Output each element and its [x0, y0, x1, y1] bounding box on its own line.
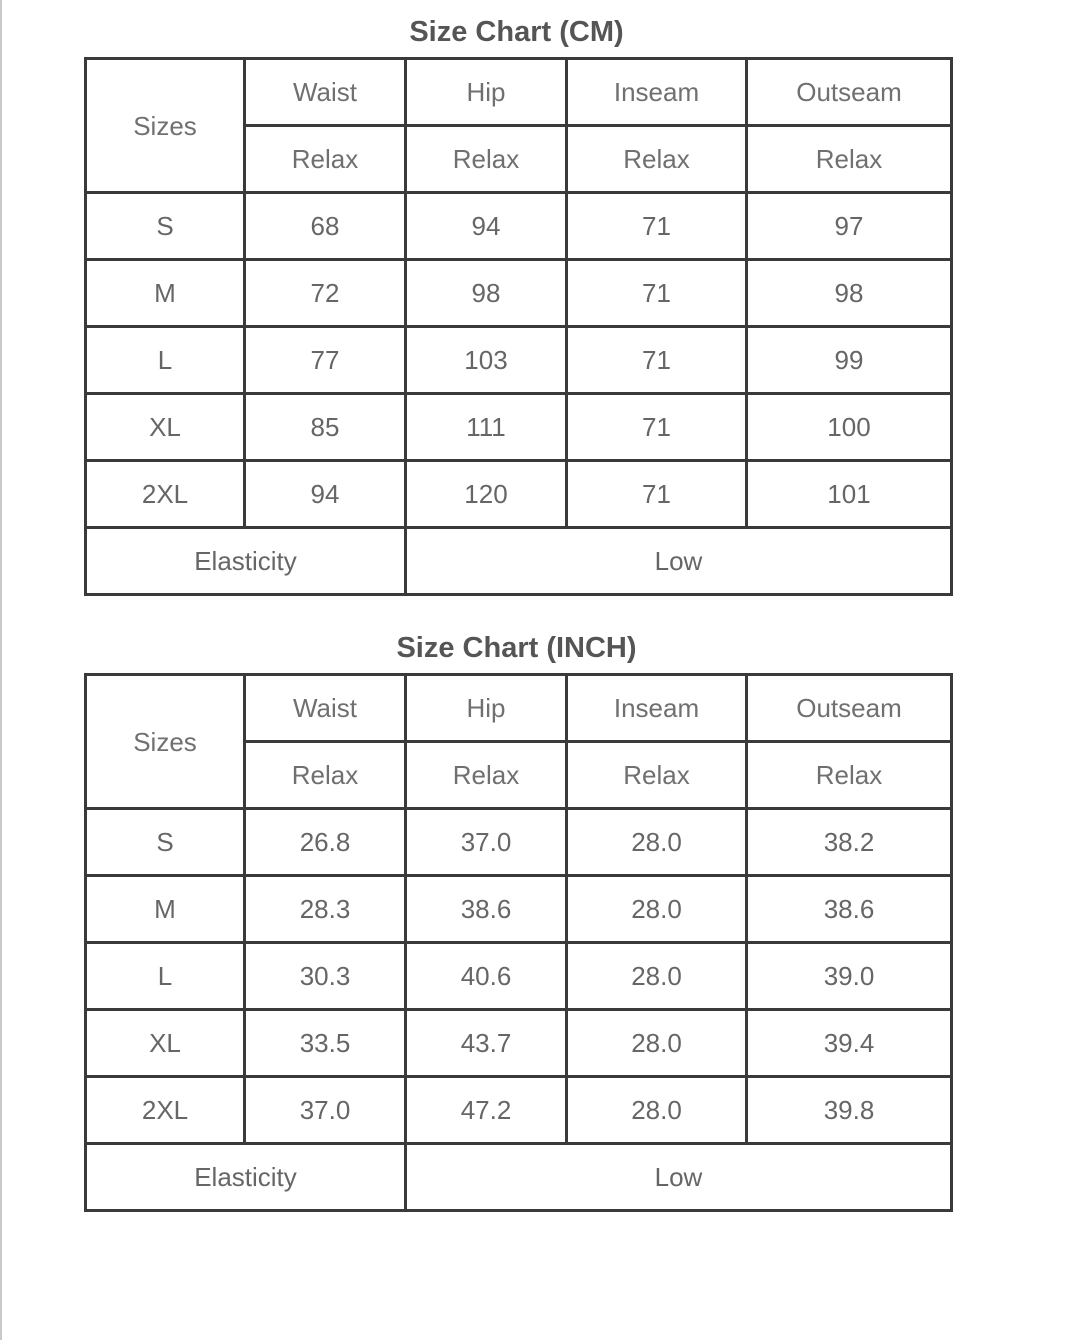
- column-header-outseam: Outseam: [747, 59, 952, 126]
- size-label: 2XL: [86, 461, 245, 528]
- column-header-hip: Hip: [406, 675, 567, 742]
- elasticity-value: Low: [406, 528, 952, 595]
- fit-label-outseam: Relax: [747, 126, 952, 193]
- table-row: [86, 461, 952, 528]
- waist-value: 85: [245, 394, 406, 461]
- waist-value: 33.5: [245, 1010, 406, 1077]
- elasticity-label: Elasticity: [86, 1144, 406, 1211]
- column-header-outseam: Outseam: [747, 675, 952, 742]
- hip-value: 120: [406, 461, 567, 528]
- hip-value: 103: [406, 327, 567, 394]
- fit-label-outseam: Relax: [747, 742, 952, 809]
- outseam-value: 99: [747, 327, 952, 394]
- outseam-value: 39.4: [747, 1010, 952, 1077]
- table-row: [86, 1010, 952, 1077]
- hip-value: 38.6: [406, 876, 567, 943]
- inseam-value: 28.0: [567, 809, 747, 876]
- fit-label-inseam: Relax: [567, 126, 747, 193]
- size-label: M: [86, 876, 245, 943]
- inseam-value: 71: [567, 327, 747, 394]
- outseam-value: 100: [747, 394, 952, 461]
- fit-label-waist: Relax: [245, 126, 406, 193]
- elasticity-row: [86, 1144, 952, 1211]
- elasticity-row: [86, 528, 952, 595]
- table-row: [86, 394, 952, 461]
- header-row: [86, 675, 952, 742]
- fit-label-inseam: Relax: [567, 742, 747, 809]
- sizes-header: Sizes: [86, 675, 245, 809]
- table-row: [86, 943, 952, 1010]
- table-row: [86, 1077, 952, 1144]
- outseam-value: 97: [747, 193, 952, 260]
- inseam-value: 28.0: [567, 943, 747, 1010]
- hip-value: 111: [406, 394, 567, 461]
- size-label: 2XL: [86, 1077, 245, 1144]
- column-header-waist: Waist: [245, 59, 406, 126]
- column-header-inseam: Inseam: [567, 675, 747, 742]
- hip-value: 43.7: [406, 1010, 567, 1077]
- table-row: [86, 193, 952, 260]
- sizes-header: Sizes: [86, 59, 245, 193]
- waist-value: 68: [245, 193, 406, 260]
- size-label: XL: [86, 394, 245, 461]
- column-header-hip: Hip: [406, 59, 567, 126]
- table-row: [86, 327, 952, 394]
- outseam-value: 38.2: [747, 809, 952, 876]
- waist-value: 94: [245, 461, 406, 528]
- column-header-inseam: Inseam: [567, 59, 747, 126]
- hip-value: 37.0: [406, 809, 567, 876]
- size-label: L: [86, 943, 245, 1010]
- outseam-value: 39.8: [747, 1077, 952, 1144]
- size-label: L: [86, 327, 245, 394]
- page-left-border: [0, 0, 2, 1340]
- hip-value: 98: [406, 260, 567, 327]
- fit-label-hip: Relax: [406, 126, 567, 193]
- inseam-value: 28.0: [567, 1010, 747, 1077]
- waist-value: 26.8: [245, 809, 406, 876]
- hip-value: 47.2: [406, 1077, 567, 1144]
- table-row: [86, 260, 952, 327]
- size-label: XL: [86, 1010, 245, 1077]
- waist-value: 37.0: [245, 1077, 406, 1144]
- inseam-value: 28.0: [567, 876, 747, 943]
- elasticity-value: Low: [406, 1144, 952, 1211]
- size-chart-cm-table: [84, 57, 953, 596]
- waist-value: 72: [245, 260, 406, 327]
- outseam-value: 101: [747, 461, 952, 528]
- waist-value: 77: [245, 327, 406, 394]
- size-chart-inch-table: [84, 673, 953, 1212]
- elasticity-label: Elasticity: [86, 528, 406, 595]
- table-row: [86, 876, 952, 943]
- table-row: [86, 809, 952, 876]
- waist-value: 28.3: [245, 876, 406, 943]
- fit-label-hip: Relax: [406, 742, 567, 809]
- size-chart-inch-title: Size Chart (INCH): [396, 632, 637, 664]
- inseam-value: 28.0: [567, 1077, 747, 1144]
- hip-value: 40.6: [406, 943, 567, 1010]
- hip-value: 94: [406, 193, 567, 260]
- outseam-value: 39.0: [747, 943, 952, 1010]
- header-row: [86, 59, 952, 126]
- waist-value: 30.3: [245, 943, 406, 1010]
- size-chart-cm-title: Size Chart (CM): [409, 16, 624, 48]
- size-label: S: [86, 193, 245, 260]
- size-label: M: [86, 260, 245, 327]
- fit-label-waist: Relax: [245, 742, 406, 809]
- inseam-value: 71: [567, 193, 747, 260]
- inseam-value: 71: [567, 394, 747, 461]
- column-header-waist: Waist: [245, 675, 406, 742]
- outseam-value: 38.6: [747, 876, 952, 943]
- inseam-value: 71: [567, 260, 747, 327]
- outseam-value: 98: [747, 260, 952, 327]
- inseam-value: 71: [567, 461, 747, 528]
- size-label: S: [86, 809, 245, 876]
